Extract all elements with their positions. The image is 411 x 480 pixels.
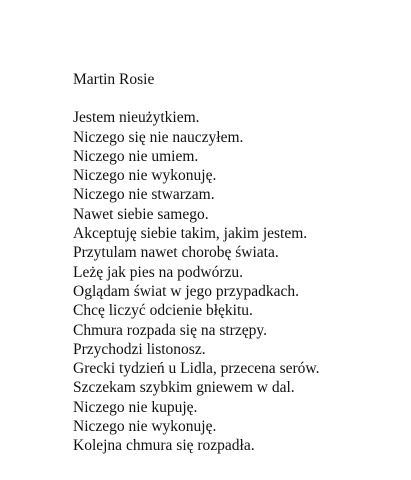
poem-line: Chcę liczyć odcienie błękitu. — [73, 302, 253, 320]
poem-line: Kolejna chmura się rozpadła. — [73, 437, 255, 455]
poem-line: Przytulam nawet chorobę świata. — [73, 244, 279, 262]
poem-line: Chmura rozpada się na strzępy. — [73, 321, 267, 339]
poem-line: Niczego nie kupuję. — [73, 398, 198, 416]
poem-line: Szczekam szybkim gniewem w dal. — [73, 379, 295, 397]
document-content — [73, 70, 393, 456]
poem-line: Niczego nie wykonuję. — [73, 418, 217, 436]
poem-line: Akceptuję siebie takim, jakim jestem. — [73, 225, 308, 243]
poem-text — [73, 108, 393, 455]
poem-line: Nawet siebie samego. — [73, 205, 209, 223]
poem-line: Niczego nie stwarzam. — [73, 186, 215, 204]
poem-line: Niczego nie wykonuję. — [73, 167, 217, 185]
poem-line: Jestem nieużytkiem. — [73, 109, 200, 127]
poem-line: Niczego się nie nauczyłem. — [73, 128, 244, 146]
poem-line: Grecki tydzień u Lidla, przecena serów. — [73, 360, 320, 378]
poem-line: Przychodzi listonosz. — [73, 340, 206, 358]
poem-line: Leżę jak pies na podwórzu. — [73, 263, 244, 281]
poem-line: Niczego nie umiem. — [73, 147, 199, 165]
poem-line: Oglądam świat w jego przypadkach. — [73, 282, 299, 300]
author-name: Martin Rosie — [73, 71, 155, 88]
